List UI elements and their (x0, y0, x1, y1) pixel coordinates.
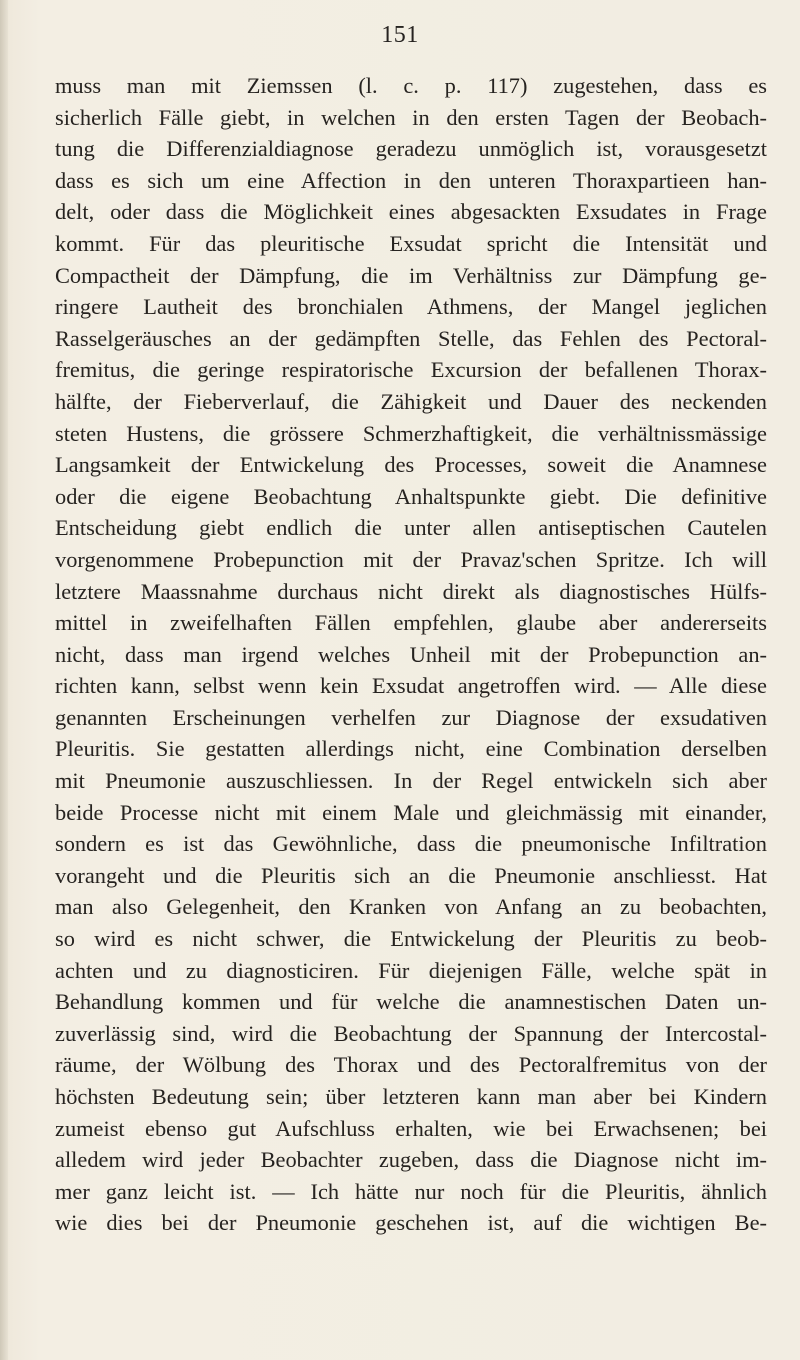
text-line: Entscheidung giebt endlich die unter allen antiseptischen Cautelen (55, 515, 767, 541)
text-line: tung die Differenzialdiagnose geradezu unmöglich ist, vorausgesetzt (55, 136, 767, 162)
text-line: mit Pneumonie auszuschliessen. In der Regel entwickeln sich aber (55, 768, 767, 794)
text-line: vorgenommene Probepunction mit der Pravaz'schen Spritze. Ich will (55, 546, 767, 572)
text-line: dass es sich um eine Affection in den unteren Thoraxpartieen han- (55, 167, 767, 193)
page-number: 151 (381, 22, 419, 48)
text-line: räume, der Wölbung des Thorax und des Pectoralfremitus von der (55, 1052, 767, 1078)
text-line: Behandlung kommen und für welche die anamnestischen Daten un- (55, 989, 767, 1015)
text-line: mer ganz leicht ist. — Ich hätte nur noch für die Pleuritis, ähnlich (55, 1178, 767, 1204)
text-line: wie dies bei der Pneumonie geschehen ist, auf die wichtigen Be- (55, 1210, 767, 1236)
text-line: zuverlässig sind, wird die Beobachtung der Spannung der Intercostal- (55, 1020, 767, 1046)
text-line: richten kann, selbst wenn kein Exsudat angetroffen wird. — Alle diese (55, 673, 767, 699)
text-line: höchsten Bedeutung sein; über letzteren kann man aber bei Kindern (55, 1084, 767, 1109)
text-line: so wird es nicht schwer, die Entwickelung der Pleuritis zu beob- (55, 926, 767, 952)
text-line: ringere Lautheit des bronchialen Athmens, der Mangel jeglichen (55, 294, 767, 320)
body-text (55, 70, 767, 1239)
text-line: Compactheit der Dämpfung, die im Verhältniss zur Dämpfung ge- (55, 262, 767, 288)
text-line: mittel in zweifelhaften Fällen empfehlen, glaube aber andererseits (55, 610, 767, 636)
text-line: Langsamkeit der Entwickelung des Processes, soweit die Anamnese (55, 452, 767, 478)
text-line: steten Hustens, die grössere Schmerzhaftigkeit, die verhältnissmässige (55, 420, 767, 446)
text-line: letztere Maassnahme durchaus nicht direkt als diagnostisches Hülfs- (55, 578, 767, 604)
text-line: Pleuritis. Sie gestatten allerdings nicht, eine Combination derselben (55, 736, 767, 762)
text-line: oder die eigene Beobachtung Anhaltspunkte giebt. Die definitive (55, 483, 767, 509)
text-line: muss man mit Ziemssen (l. c. p. 117) zugestehen, dass es (55, 73, 767, 98)
text-line: vorangeht und die Pleuritis sich an die Pneumonie anschliesst. Hat (55, 862, 767, 888)
text-line: alledem wird jeder Beobachter zugeben, dass die Diagnose nicht im- (55, 1147, 767, 1173)
text-line: zumeist ebenso gut Aufschluss erhalten, wie bei Erwachsenen; bei (55, 1115, 767, 1141)
text-line: Rasselgeräusches an der gedämpften Stelle, das Fehlen des Pectoral- (55, 325, 767, 351)
text-line: delt, oder dass die Möglichkeit eines abgesackten Exsudates in Frage (55, 199, 767, 225)
text-line: sicherlich Fälle giebt, in welchen in den ersten Tagen der Beobach- (55, 104, 767, 130)
text-line: kommt. Für das pleuritische Exsudat spricht die Intensität und (55, 230, 767, 256)
text-line: sondern es ist das Gewöhnliche, dass die pneumonische Infiltration (55, 831, 767, 857)
page-gutter (0, 0, 8, 1360)
text-line: achten und zu diagnosticiren. Für diejenigen Fälle, welche spät in (55, 957, 767, 983)
text-line: hälfte, der Fieberverlauf, die Zähigkeit und Dauer des neckenden (55, 388, 767, 414)
text-line: nicht, dass man irgend welches Unheil mit der Probepunction an- (55, 641, 767, 667)
text-line: beide Processe nicht mit einem Male und gleichmässig mit einander, (55, 799, 767, 825)
text-line: genannten Erscheinungen verhelfen zur Diagnose der exsudativen (55, 704, 767, 730)
text-line: fremitus, die geringe respiratorische Excursion der befallenen Thorax- (55, 357, 767, 383)
text-line: man also Gelegenheit, den Kranken von Anfang an zu beobachten, (55, 894, 767, 920)
